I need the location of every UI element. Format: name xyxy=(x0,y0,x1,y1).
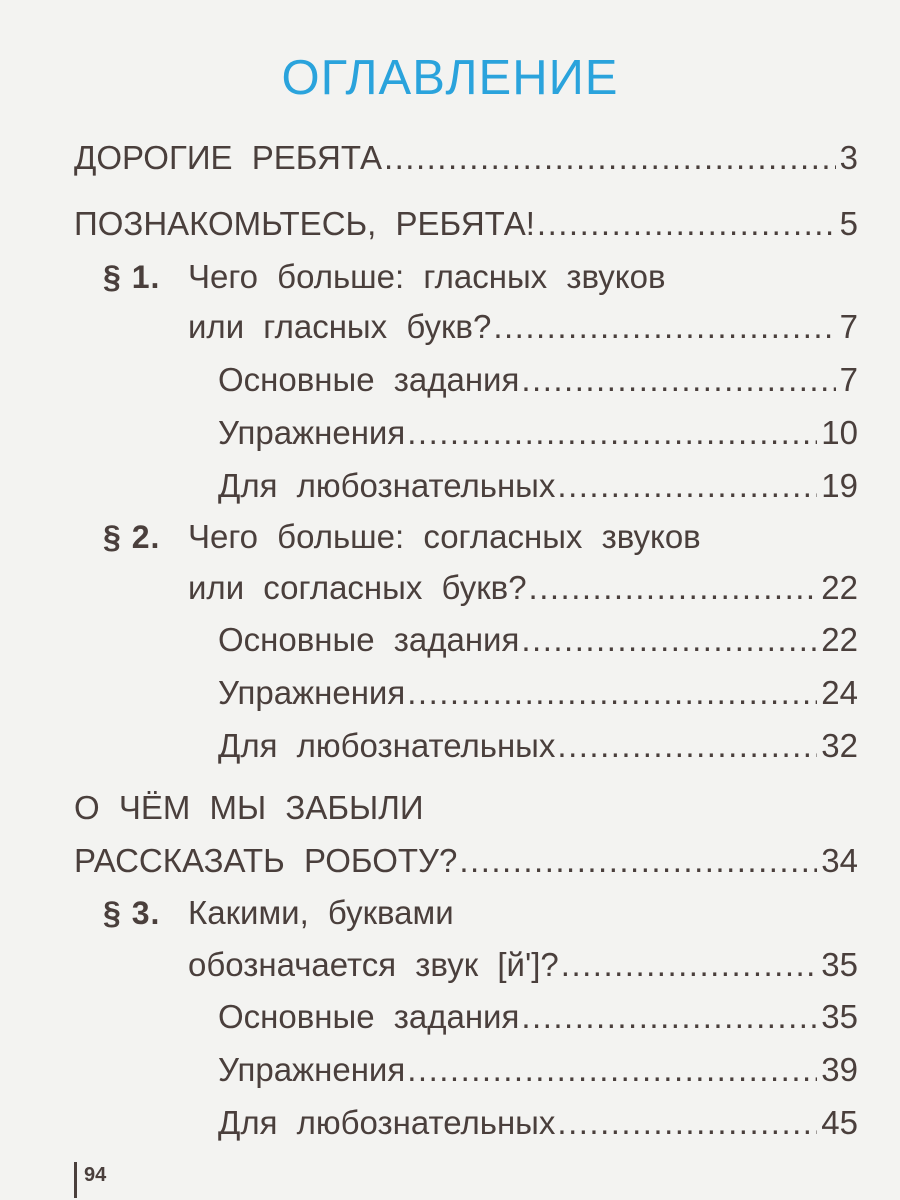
toc-entry-page: 5 xyxy=(839,205,858,242)
dot-leader xyxy=(407,673,817,713)
toc-subentry-label: Основные задания xyxy=(218,998,520,1035)
toc-subentry-page: 35 xyxy=(821,998,858,1035)
toc-subentry-label: Упражнения xyxy=(218,674,406,711)
dot-leader xyxy=(561,945,818,985)
toc-entry-page: 3 xyxy=(839,139,858,176)
toc-subentry[interactable] xyxy=(218,1093,858,1143)
dot-leader xyxy=(521,360,835,400)
toc-entry-label: или гласных букв? xyxy=(188,308,492,345)
dot-leader xyxy=(459,841,817,881)
toc-entry-meet-kids[interactable] xyxy=(74,194,858,244)
toc-subentry-label: Для любознательных xyxy=(218,467,556,504)
toc-subentry-label: Для любознательных xyxy=(218,1104,556,1141)
section-2-title-line1[interactable]: Чего больше: согласных звуков xyxy=(188,518,701,555)
dot-leader xyxy=(529,568,818,608)
toc-subentry-label: Для любознательных xyxy=(218,727,556,764)
toc-entry-label: или согласных букв? xyxy=(188,569,527,606)
toc-subentry-label: Основные задания xyxy=(218,361,520,398)
toc-subentry-page: 32 xyxy=(821,727,858,764)
dot-leader xyxy=(521,997,817,1037)
toc-subentry-page: 7 xyxy=(839,361,858,398)
dot-leader xyxy=(557,1103,817,1143)
toc-subentry[interactable] xyxy=(218,987,858,1037)
toc-entry-label: ПОЗНАКОМЬТЕСЬ, РЕБЯТА! xyxy=(74,205,535,242)
toc-entry-forgot[interactable] xyxy=(74,831,858,881)
toc-subentry[interactable] xyxy=(218,1040,858,1090)
toc-entry-page: 35 xyxy=(821,946,858,983)
toc-entry-section-1[interactable] xyxy=(188,297,858,347)
toc-subentry[interactable] xyxy=(218,610,858,660)
toc-subentry[interactable] xyxy=(218,663,858,713)
toc-subentry[interactable] xyxy=(218,350,858,400)
toc-subentry-page: 22 xyxy=(821,621,858,658)
toc-subentry-page: 19 xyxy=(821,467,858,504)
toc-subentry-label: Упражнения xyxy=(218,414,406,451)
toc-entry-label: ДОРОГИЕ РЕБЯТА xyxy=(74,139,382,176)
page-title: ОГЛАВЛЕНИЕ xyxy=(281,51,619,105)
dot-leader xyxy=(557,726,817,766)
dot-leader xyxy=(557,466,817,506)
section-number-1: § 1. xyxy=(103,259,161,295)
toc-entry-section-3[interactable] xyxy=(188,935,858,985)
toc-entry-page: 34 xyxy=(821,842,858,879)
toc-subentry-page: 10 xyxy=(821,414,858,451)
section-number-2: § 2. xyxy=(103,519,161,555)
section-number-3: § 3. xyxy=(103,895,161,931)
toc-subentry-page: 39 xyxy=(821,1051,858,1088)
section-3-title-line1[interactable]: Какими, буквами xyxy=(188,894,454,931)
toc-subentry-label: Основные задания xyxy=(218,621,520,658)
dot-leader xyxy=(537,204,836,244)
dot-leader xyxy=(521,620,817,660)
toc-subentry[interactable] xyxy=(218,456,858,506)
dot-leader xyxy=(493,307,835,347)
toc-subentry-page: 24 xyxy=(821,674,858,711)
toc-entry-label: РАССКАЗАТЬ РОБОТУ? xyxy=(74,842,458,879)
toc-entry-label: обозначается звук [й']? xyxy=(188,946,559,983)
toc-entry-dear-kids[interactable] xyxy=(74,128,858,178)
toc-entry-page: 22 xyxy=(821,569,858,606)
toc-subentry[interactable] xyxy=(218,716,858,766)
page-number-rule xyxy=(74,1162,77,1198)
section-1-title-line1[interactable]: Чего больше: гласных звуков xyxy=(188,258,666,295)
dot-leader xyxy=(384,138,836,178)
forgot-title-line1[interactable]: О ЧЁМ МЫ ЗАБЫЛИ xyxy=(74,789,424,826)
toc-subentry-page: 45 xyxy=(821,1104,858,1141)
toc-entry-page: 7 xyxy=(839,308,858,345)
dot-leader xyxy=(407,1050,817,1090)
toc-entry-section-2[interactable] xyxy=(188,558,858,608)
toc-subentry-label: Упражнения xyxy=(218,1051,406,1088)
dot-leader xyxy=(407,413,817,453)
page-number: 94 xyxy=(84,1164,107,1186)
toc-subentry[interactable] xyxy=(218,403,858,453)
